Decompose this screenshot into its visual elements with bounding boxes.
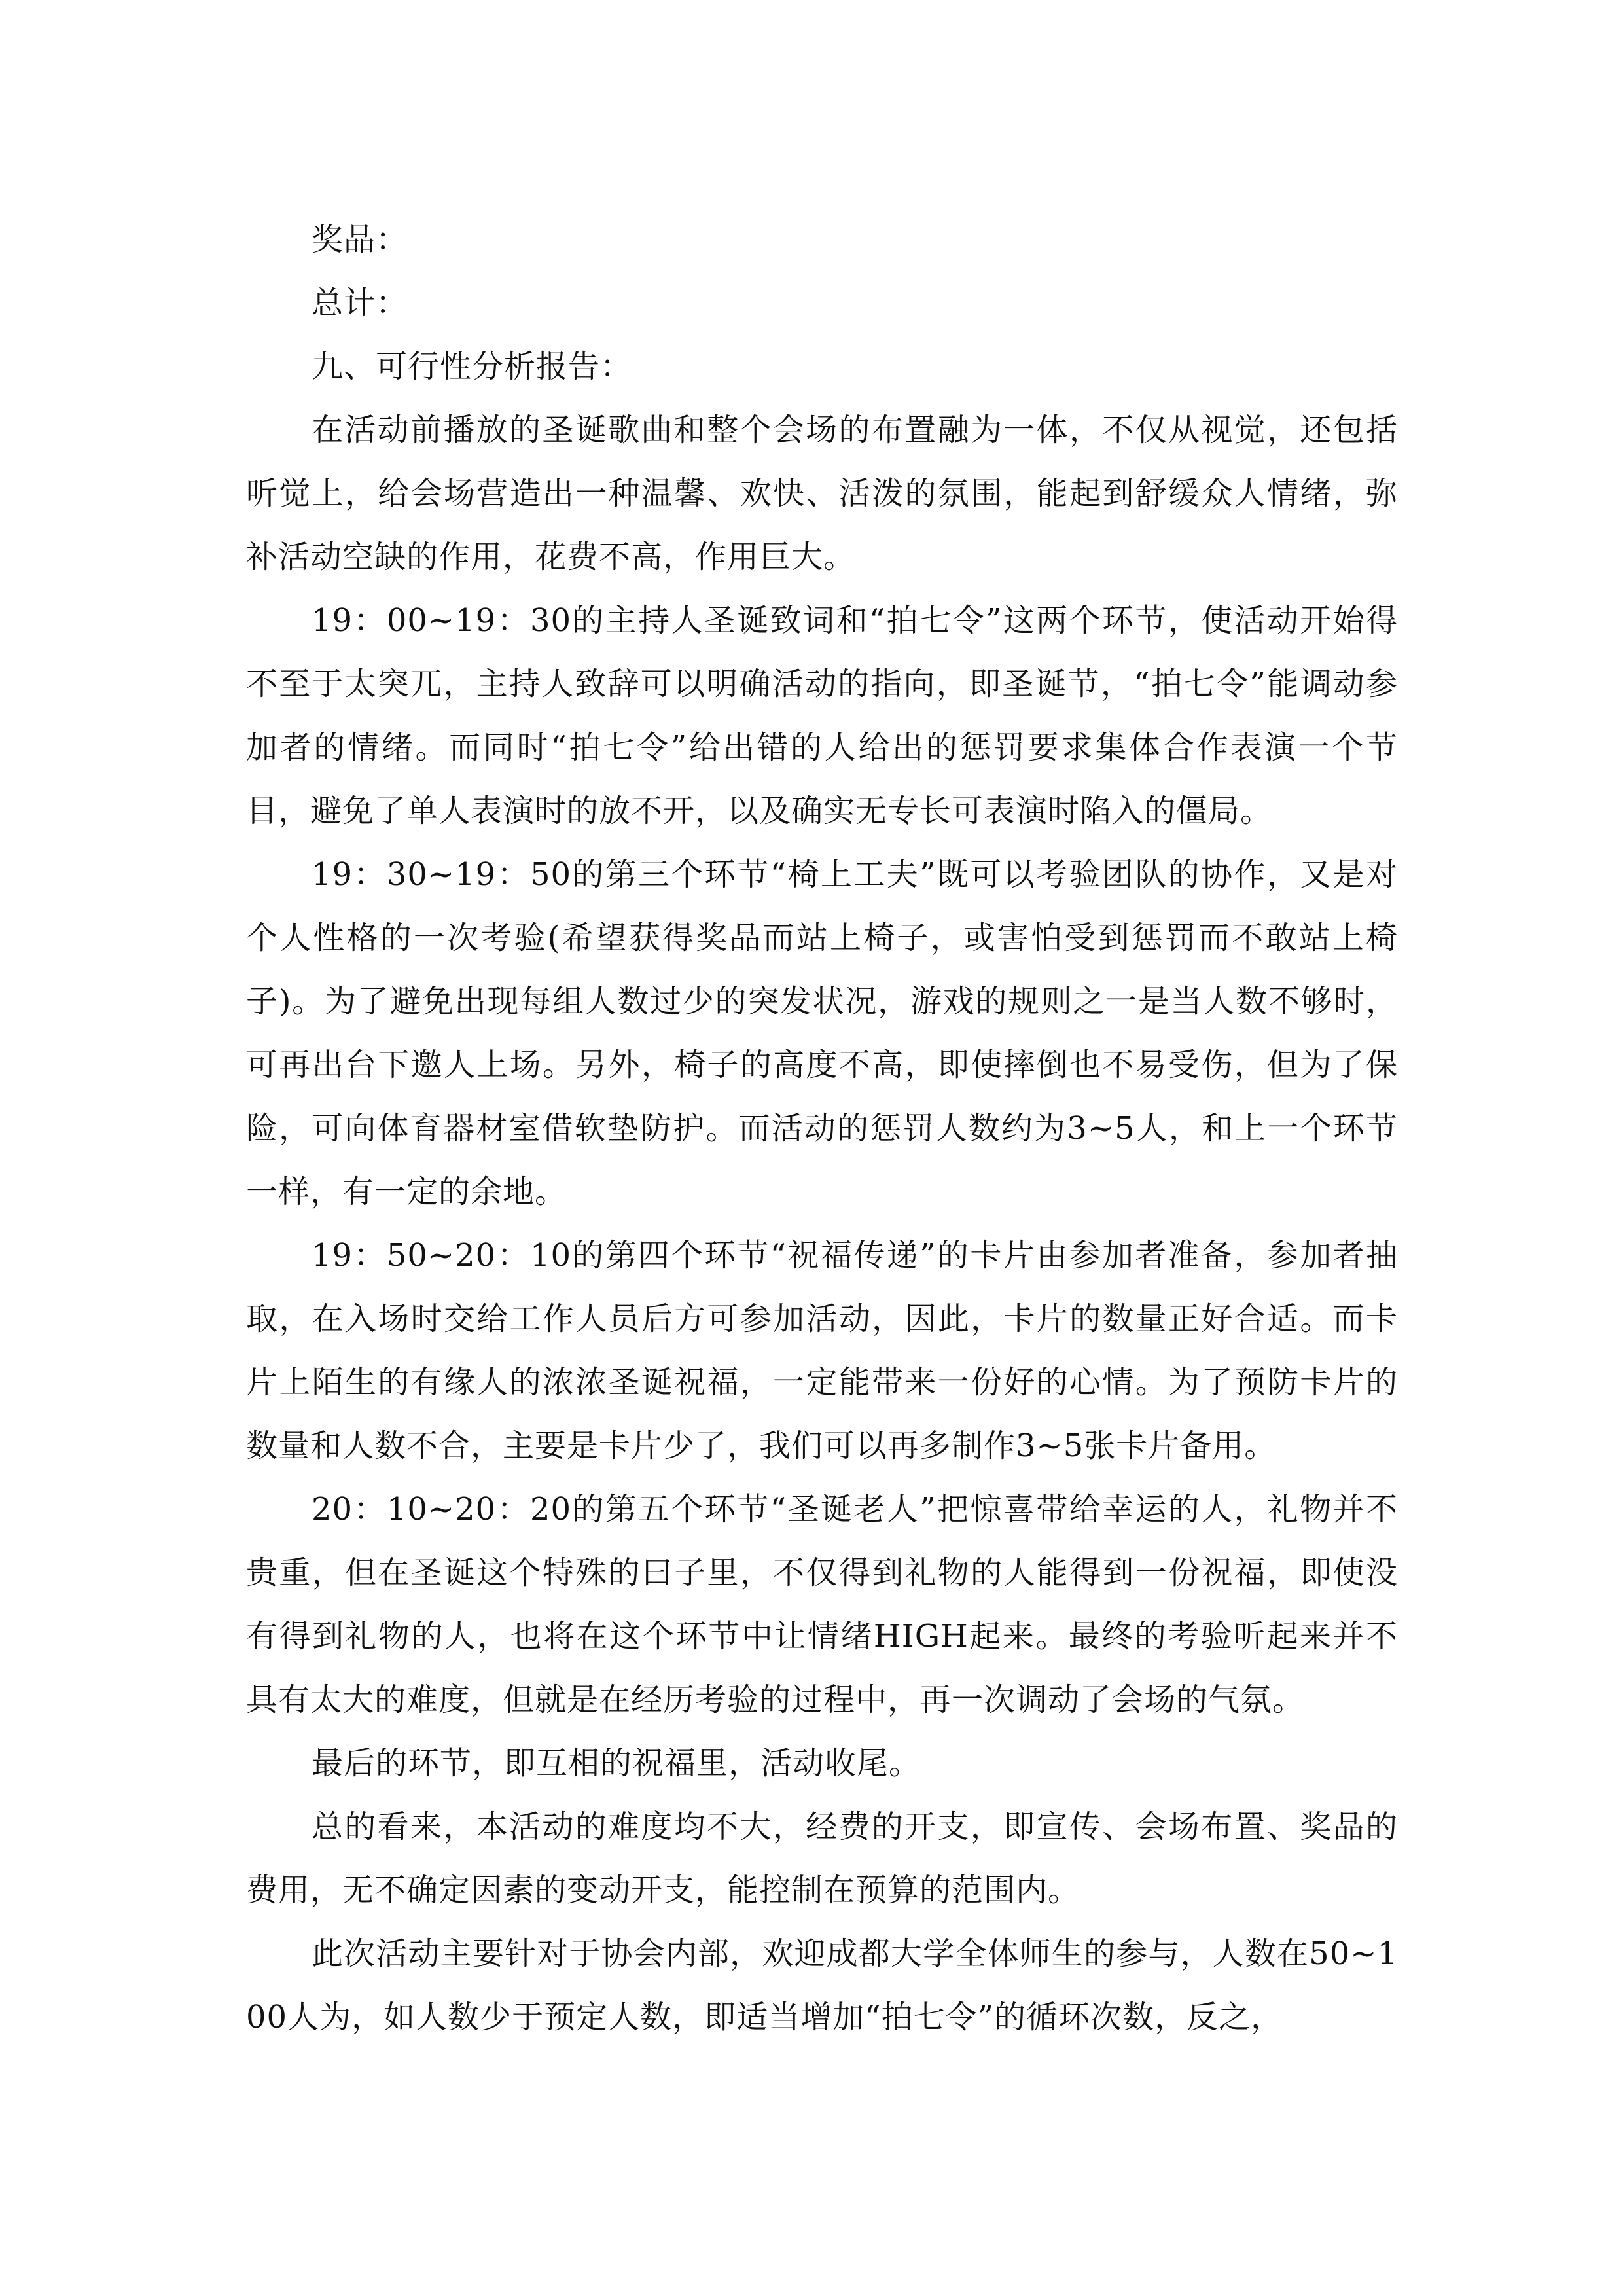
document-body [246, 208, 1398, 2049]
paragraph-prize: 奖品： [312, 221, 408, 258]
paragraph-santa: 20：10~20：20的第五个环节“圣诞老人”把惊喜带给幸运的人，礼物并不贵重，但在圣诞这个特殊的曰子里，不仅得到礼物的人能得到一份祝福，即使没有得到礼物的人，也将在这个环节中让情绪HIGH起来。最终的考验听起来并不具有太大的难度，但就是在经历考验的过程中，再一次调动了会场的气氛。 [246, 1491, 1398, 1718]
paragraph-music: 在活动前播放的圣诞歌曲和整个会场的布置融为一体，不仅从视觉，还包括听觉上，给会场营造出一种温馨、欢快、活泼的氛围，能起到舒缓众人情绪，弥补活动空缺的作用，花费不高，作用巨大。 [246, 412, 1398, 575]
paragraph-ending: 最后的环节，即互相的祝福里，活动收尾。 [312, 1745, 921, 1782]
paragraph-participants: 此次活动主要针对于协会内部，欢迎成都大学全体师生的参与，人数在50~100人为，如人数少于预定人数，即适当增加“拍七令”的循环次数，反之， [246, 1935, 1398, 2036]
section-heading-feasibility: 九、可行性分析报告： [312, 348, 633, 385]
paragraph-blessing-cards: 19：50~20：10的第四个环节“祝福传递”的卡片由参加者准备，参加者抽取，在入场时交给工作人员后方可参加活动，因此，卡片的数量正好合适。而卡片上陌生的有缘人的浓浓圣诞祝福，一定能带来一份好的心情。为了预防卡片的数量和人数不合，主要是卡片少了，我们可以再多制作3~5张卡片备用。 [246, 1237, 1398, 1464]
paragraph-total: 总计： [312, 285, 408, 321]
paragraph-budget: 总的看来，本活动的难度均不大，经费的开支，即宣传、会场布置、奖品的费用，无不确定因素的变动开支，能控制在预算的范围内。 [246, 1808, 1398, 1909]
paragraph-chair-game: 19：30~19：50的第三个环节“椅上工夫”既可以考验团队的协作，又是对个人性格的一次考验(希望获得奖品而站上椅子，或害怕受到惩罚而不敢站上椅子)。为了避免出现每组人数过少的突发状况，游戏的规则之一是当人数不够时，可再出台下邀人上场。另外，椅子的高度不高，即使摔倒也不易受伤，但为了保险，可向体育器材室借软垫防护。而活动的惩罚人数约为3~5人，和上一个环节一样，有一定的余地。 [246, 856, 1398, 1210]
paragraph-opening: 19：00~19：30的主持人圣诞致词和“拍七令”这两个环节，使活动开始得不至于太突兀，主持人致辞可以明确活动的指向，即圣诞节，“拍七令”能调动参加者的情绪。而同时“拍七令”给出错的人给出的惩罚要求集体合作表演一个节目，避免了单人表演时的放不开，以及确实无专长可表演时陷入的僵局。 [246, 602, 1398, 829]
